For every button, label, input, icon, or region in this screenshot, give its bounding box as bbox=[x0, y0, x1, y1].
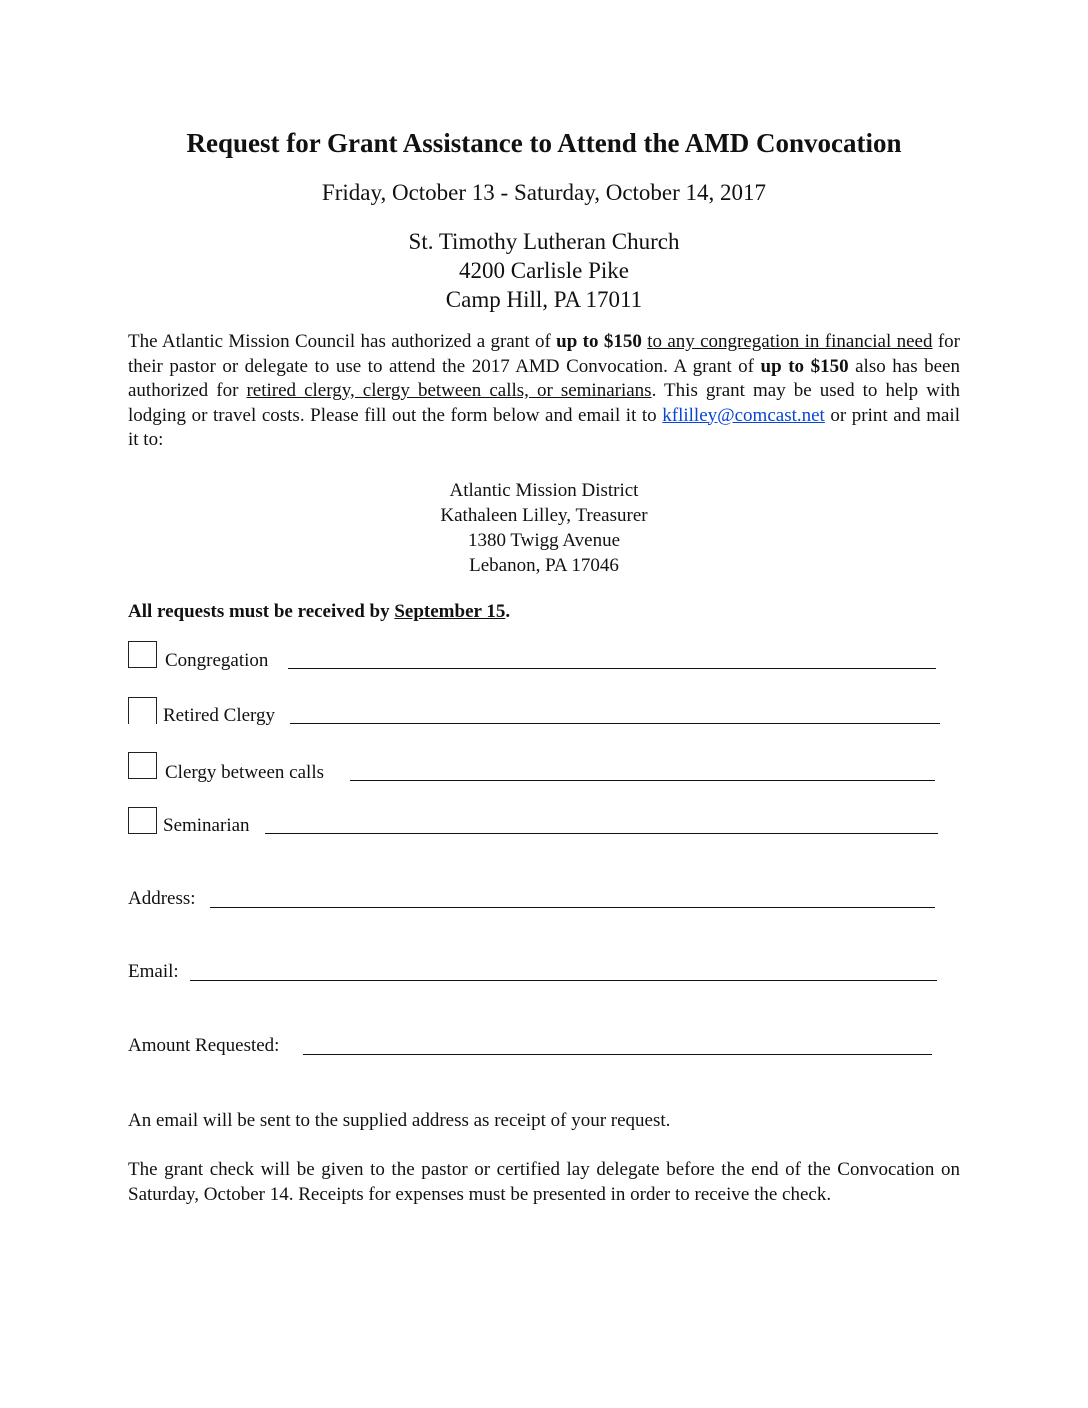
address-row bbox=[128, 888, 938, 918]
receipt-note: An email will be sent to the supplied address as receipt of your request. bbox=[128, 1110, 671, 1131]
clergy-between-calls-line[interactable] bbox=[350, 780, 935, 781]
congregation-label: Congregation bbox=[165, 650, 269, 671]
clergy-eligibility: retired clergy, clergy between calls, or seminarians bbox=[246, 380, 652, 401]
seminarian-line[interactable] bbox=[265, 833, 938, 834]
grant-amount-2: up to $150 bbox=[760, 355, 849, 377]
retired-clergy-line[interactable] bbox=[290, 723, 940, 724]
clergy-between-calls-checkbox[interactable] bbox=[128, 752, 157, 779]
seminarian-checkbox[interactable] bbox=[128, 807, 157, 834]
event-dates: Friday, October 13 - Saturday, October 14, 2017 bbox=[321, 180, 767, 205]
address-label: Address: bbox=[128, 888, 196, 909]
seminarian-label: Seminarian bbox=[163, 815, 250, 836]
email-link[interactable]: kflilley@comcast.net bbox=[662, 404, 825, 426]
mailing-line-1: Atlantic Mission District bbox=[449, 480, 639, 501]
intro-text-5: . This grant may be used to help with lodging or travel costs. Please fill out the form below and email it to bbox=[128, 380, 960, 426]
intro-text-3: for their pastor or delegate to use to attend the 2017 AMD Convocation. A grant of bbox=[128, 331, 960, 377]
venue-street: 4200 Carlisle Pike bbox=[459, 258, 629, 283]
mailing-line-3: 1380 Twigg Avenue bbox=[467, 530, 621, 551]
address-line[interactable] bbox=[210, 907, 935, 908]
deadline-date: September 15 bbox=[394, 601, 506, 622]
mailing-line-4: Lebanon, PA 17046 bbox=[469, 555, 619, 576]
amount-line[interactable] bbox=[303, 1054, 932, 1055]
email-label: Email: bbox=[128, 961, 179, 982]
amount-row bbox=[128, 1035, 938, 1065]
deadline-prefix: All requests must be received by bbox=[128, 601, 395, 622]
retired-clergy-label: Retired Clergy bbox=[163, 705, 276, 726]
venue-name: St. Timothy Lutheran Church bbox=[408, 229, 680, 254]
congregation-line[interactable] bbox=[288, 668, 936, 669]
intro-paragraph bbox=[128, 330, 960, 453]
mailing-line-2: Kathaleen Lilley, Treasurer bbox=[440, 505, 648, 526]
intro-text-4: also has been authorized for bbox=[128, 355, 960, 401]
email-row bbox=[128, 961, 938, 991]
clergy-between-calls-label: Clergy between calls bbox=[165, 762, 324, 783]
deadline-suffix: . bbox=[505, 601, 511, 622]
grant-amount-1: up to $150 bbox=[556, 331, 642, 352]
retired-clergy-checkbox[interactable] bbox=[128, 697, 157, 724]
check-note: The grant check will be given to the pastor or certified lay delegate before the end of the Convocation on Saturday, October 14. Receipts for expenses must be presented in order to receive the check. bbox=[128, 1159, 960, 1205]
intro-text-6: or print and mail it to: bbox=[128, 404, 960, 450]
venue-city: Camp Hill, PA 17011 bbox=[445, 287, 643, 312]
email-line[interactable] bbox=[190, 980, 937, 981]
mailing-address bbox=[0, 478, 1088, 578]
venue-address bbox=[0, 227, 1088, 314]
deadline-notice bbox=[128, 601, 510, 623]
page-title: Request for Grant Assistance to Attend the AMD Convocation bbox=[186, 128, 902, 158]
intro-text-1: The Atlantic Mission Council has authorized a grant of bbox=[128, 331, 557, 352]
congregation-checkbox[interactable] bbox=[128, 641, 157, 668]
congregation-eligibility: to any congregation in financial need bbox=[647, 331, 933, 352]
amount-label: Amount Requested: bbox=[128, 1035, 280, 1056]
